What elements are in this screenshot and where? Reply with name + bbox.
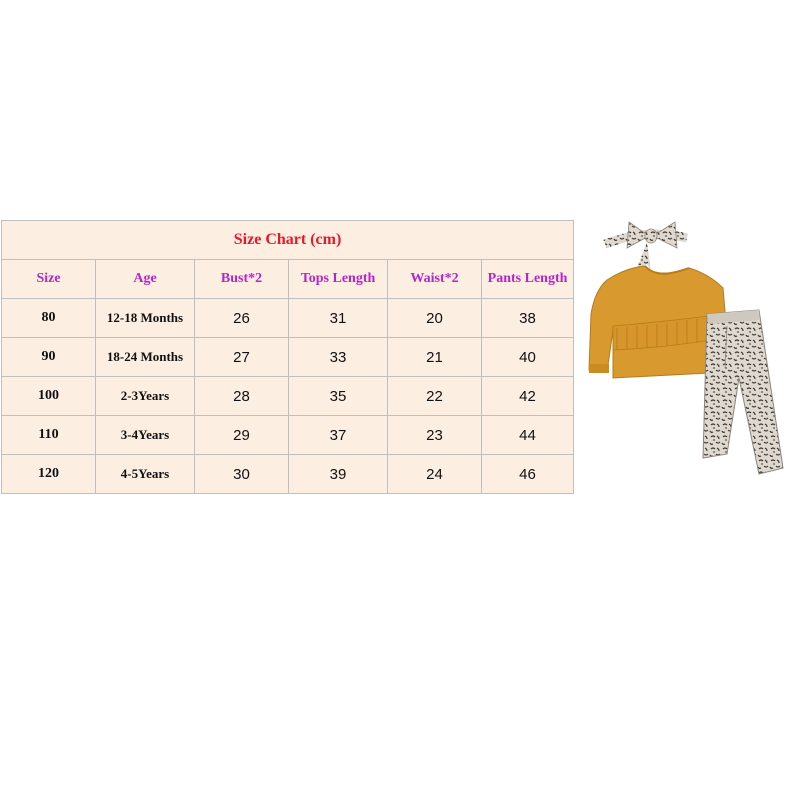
- product-outfit-image: [577, 218, 799, 496]
- pants-length-cell: 38: [482, 299, 574, 338]
- pants-length-cell: 46: [482, 455, 574, 494]
- tops-length-cell: 39: [289, 455, 388, 494]
- waist-cell: 20: [388, 299, 482, 338]
- age-cell: 4-5Years: [96, 455, 195, 494]
- age-cell: 2-3Years: [96, 377, 195, 416]
- column-header: Pants Length: [482, 260, 574, 299]
- tops-length-cell: 37: [289, 416, 388, 455]
- column-header: Age: [96, 260, 195, 299]
- column-header: Tops Length: [289, 260, 388, 299]
- age-cell: 18-24 Months: [96, 338, 195, 377]
- table-row: [2, 338, 574, 377]
- size-chart-title: Size Chart (cm): [2, 221, 574, 260]
- table-row: [2, 377, 574, 416]
- pants-length-cell: 44: [482, 416, 574, 455]
- table-row: [2, 299, 574, 338]
- waist-cell: 22: [388, 377, 482, 416]
- age-cell: 3-4Years: [96, 416, 195, 455]
- tops-length-cell: 33: [289, 338, 388, 377]
- waist-cell: 21: [388, 338, 482, 377]
- column-header: Size: [2, 260, 96, 299]
- column-header: Bust*2: [195, 260, 289, 299]
- column-header: Waist*2: [388, 260, 482, 299]
- tops-length-cell: 35: [289, 377, 388, 416]
- bust-cell: 27: [195, 338, 289, 377]
- age-cell: 12-18 Months: [96, 299, 195, 338]
- bust-cell: 30: [195, 455, 289, 494]
- size-cell: 100: [2, 377, 96, 416]
- table-row: [2, 455, 574, 494]
- bust-cell: 26: [195, 299, 289, 338]
- bust-cell: 29: [195, 416, 289, 455]
- size-cell: 120: [2, 455, 96, 494]
- size-chart-table: [1, 220, 574, 494]
- size-cell: 80: [2, 299, 96, 338]
- size-cell: 110: [2, 416, 96, 455]
- waist-cell: 24: [388, 455, 482, 494]
- pants-length-cell: 40: [482, 338, 574, 377]
- table-row: [2, 416, 574, 455]
- tops-length-cell: 31: [289, 299, 388, 338]
- waist-cell: 23: [388, 416, 482, 455]
- bust-cell: 28: [195, 377, 289, 416]
- size-cell: 90: [2, 338, 96, 377]
- header-row: [2, 260, 574, 299]
- pants-length-cell: 42: [482, 377, 574, 416]
